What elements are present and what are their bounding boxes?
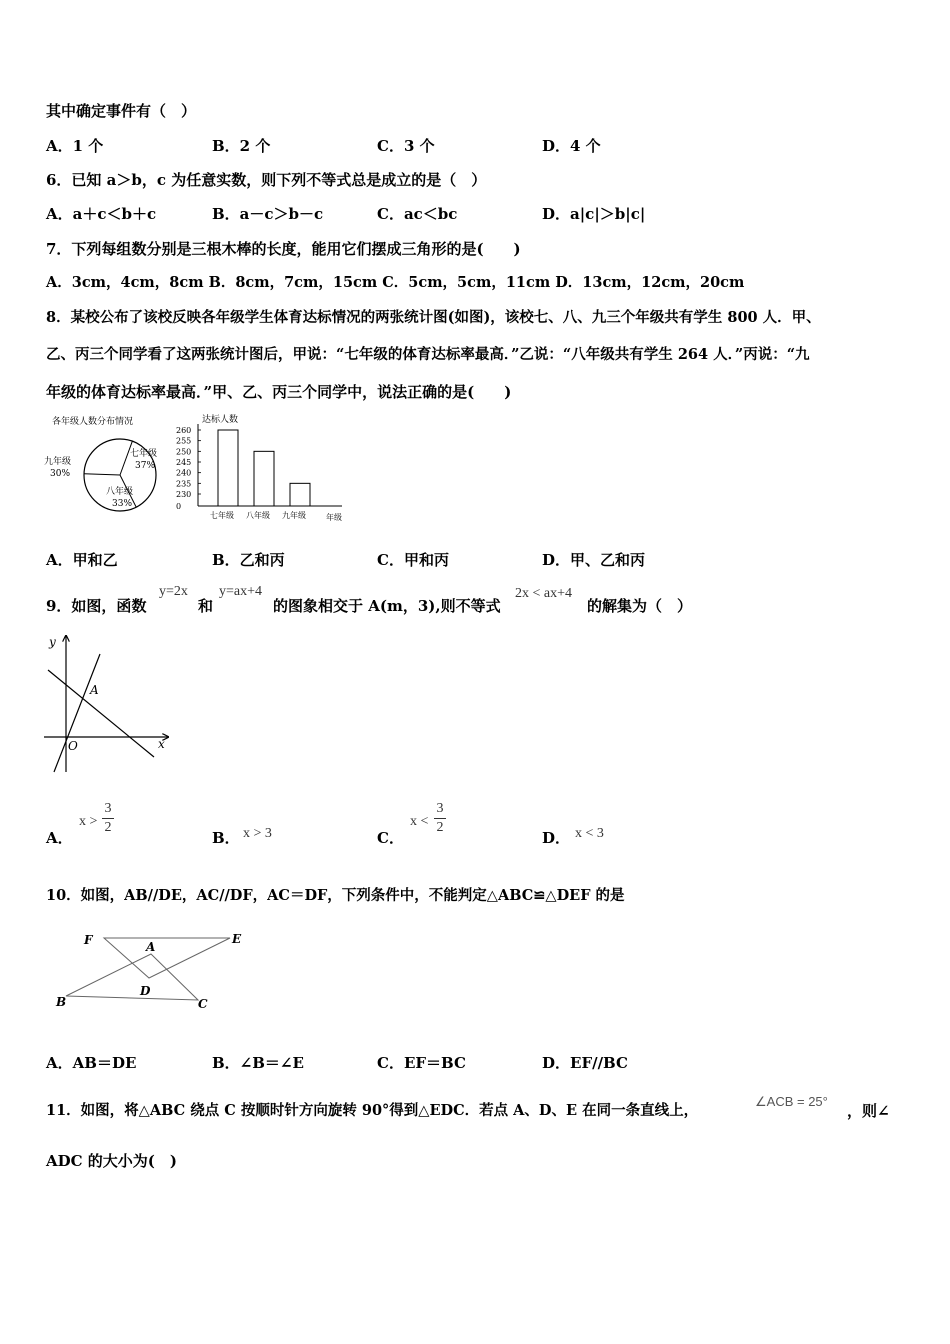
pie-slice-divider-3 bbox=[84, 474, 120, 475]
bar-ytick-2: 250 bbox=[176, 447, 192, 457]
pie-label-grade7: 七年级 bbox=[130, 449, 158, 459]
bar-category-2: 八年级 bbox=[246, 511, 270, 520]
q10-stem: 10．如图，AB//DE，AC//DF，AC＝DF，下列条件中，不能判定△ABC≌△DEF 的是 bbox=[46, 887, 625, 904]
bar-chart bbox=[174, 410, 354, 525]
q9-option-c-expr: x < bbox=[410, 814, 429, 829]
q9-option-a-frac bbox=[102, 801, 114, 836]
q9-x-label: x bbox=[158, 737, 165, 751]
q10-label-e: E bbox=[232, 932, 242, 946]
q11-tail: ，则∠ bbox=[847, 1102, 890, 1120]
q9-option-a-num: 3 bbox=[104, 801, 112, 816]
q9-and: 和 bbox=[198, 597, 214, 615]
bar-1 bbox=[218, 430, 238, 506]
q5-option-b: B．2 个 bbox=[212, 137, 271, 155]
q9-option-a-expr: x > bbox=[79, 814, 98, 829]
q5-option-a: A．1 个 bbox=[46, 137, 104, 155]
q9-graph bbox=[40, 632, 175, 777]
q8-option-b: B．乙和丙 bbox=[212, 551, 285, 569]
q7-options: A．3cm，4cm，8cm B．8cm，7cm，15cm C．5cm，5cm，11cm D．13cm，12cm，20cm bbox=[46, 274, 745, 291]
q8-line3: 年级的体育达标率最高．”甲、乙、丙三个同学中，说法正确的是( ) bbox=[46, 383, 512, 401]
pie-label-grade8: 八年级 bbox=[106, 487, 134, 497]
q8-line2: 乙、丙三个同学看了这两张统计图后，甲说：“七年级的体育达标率最高．”乙说：“八年级共有学生 264 人．”丙说：“九 bbox=[46, 346, 810, 363]
bar-ytick-0: 260 bbox=[176, 426, 192, 435]
bar-ytick-5: 235 bbox=[176, 479, 192, 489]
q9-option-b-label: B． bbox=[212, 829, 240, 847]
q8-line1: 8．某校公布了该校反映各年级学生体育达标情况的两张统计图(如图)，该校七、八、九三个年级共有学生 800 人．甲、 bbox=[46, 309, 821, 326]
q9-option-d-expr: x < 3 bbox=[575, 826, 604, 841]
q5-option-c: C．3 个 bbox=[377, 137, 435, 155]
q9-num: 9．如图，函数 bbox=[46, 597, 147, 615]
q9-line-ax4 bbox=[48, 670, 154, 757]
q9-option-c-num: 3 bbox=[436, 801, 444, 816]
q10-triangle-abc bbox=[66, 954, 198, 1000]
q6-option-d: D．a|c|＞b|c| bbox=[542, 205, 646, 223]
q9-option-c-den: 2 bbox=[436, 820, 444, 835]
q10-option-b: B．∠B＝∠E bbox=[212, 1054, 304, 1072]
bar-category-3: 九年级 bbox=[282, 511, 306, 520]
pie-value-grade8: 33% bbox=[112, 499, 133, 509]
q5-tail: 其中确定事件有（ ） bbox=[46, 102, 197, 120]
bar-ytick-6: 230 bbox=[176, 490, 192, 499]
pie-title: 各年级人数分布情况 bbox=[52, 417, 134, 427]
q10-label-b: B bbox=[56, 995, 67, 1009]
q6-option-c: C．ac＜bc bbox=[377, 205, 458, 223]
q9-option-a-den: 2 bbox=[104, 820, 112, 835]
bar-ytick-4: 240 bbox=[176, 468, 192, 478]
pie-value-grade9: 30% bbox=[50, 469, 71, 479]
q9-line-y2x bbox=[54, 654, 100, 772]
q9-origin: O bbox=[68, 739, 78, 753]
q5-option-d: D．4 个 bbox=[542, 137, 601, 155]
q9-option-d-label: D． bbox=[542, 829, 571, 847]
q8-option-a: A．甲和乙 bbox=[46, 551, 118, 569]
q9-y-label: y bbox=[49, 635, 56, 649]
pie-value-grade7: 37% bbox=[135, 461, 156, 471]
pie-label-grade9: 九年级 bbox=[44, 457, 72, 467]
bar-3 bbox=[290, 483, 310, 506]
q6-stem: 6．已知 a＞b，c 为任意实数，则下列不等式总是成立的是（ ） bbox=[46, 171, 487, 189]
q10-option-c: C．EF＝BC bbox=[377, 1054, 466, 1072]
bar-ytick-3: 245 bbox=[176, 458, 192, 467]
q11-line1: 11．如图，将△ABC 绕点 C 按顺时针方向旋转 90°得到△EDC．若点 A、D、E 在同一条直线上， bbox=[46, 1102, 699, 1119]
q7-stem: 7．下列每组数分别是三根木棒的长度，能用它们摆成三角形的是( ) bbox=[46, 240, 521, 258]
q9-option-c-label: C． bbox=[377, 829, 404, 847]
bar-ytick-7: 0 bbox=[176, 502, 182, 511]
q6-option-a: A．a＋c＜b＋c bbox=[46, 205, 157, 223]
q10-label-f: F bbox=[84, 933, 93, 947]
q11-line2: ADC 的大小为( ) bbox=[46, 1152, 178, 1170]
q6-option-b: B．a－c＞b－c bbox=[212, 205, 324, 223]
q9-option-b-expr: x > 3 bbox=[243, 826, 272, 841]
bar-xlabel: 年级 bbox=[326, 513, 342, 522]
q10-figure bbox=[52, 924, 252, 1014]
bar-category-1: 七年级 bbox=[210, 511, 234, 520]
q10-option-d: D．EF//BC bbox=[542, 1054, 628, 1072]
pie-chart bbox=[42, 412, 172, 517]
bar-2 bbox=[254, 451, 274, 506]
q9-end: 的解集为（ ） bbox=[587, 597, 693, 615]
q10-label-a: A bbox=[146, 940, 156, 954]
q9-point-a: A bbox=[90, 683, 99, 697]
q8-option-c: C．甲和丙 bbox=[377, 551, 449, 569]
bar-title: 达标人数 bbox=[202, 415, 239, 425]
q9-option-c-frac bbox=[434, 801, 446, 836]
q9-option-a-label: A． bbox=[46, 829, 73, 847]
q11-formula: ∠ACB = 25° bbox=[755, 1094, 828, 1109]
q8-option-d: D．甲、乙和丙 bbox=[542, 551, 646, 569]
q9-mid: 的图象相交于 A(m，3),则不等式 bbox=[273, 597, 501, 615]
q10-label-d: D bbox=[140, 984, 151, 998]
q9-ineq: 2x < ax+4 bbox=[515, 586, 573, 601]
q10-triangle-def bbox=[104, 938, 230, 978]
q10-label-c: C bbox=[198, 997, 208, 1011]
bar-ytick-1: 255 bbox=[176, 436, 192, 446]
q10-option-a: A．AB＝DE bbox=[46, 1054, 137, 1072]
q9-f1: y=2x bbox=[159, 584, 188, 599]
q9-f2: y=ax+4 bbox=[219, 584, 263, 599]
